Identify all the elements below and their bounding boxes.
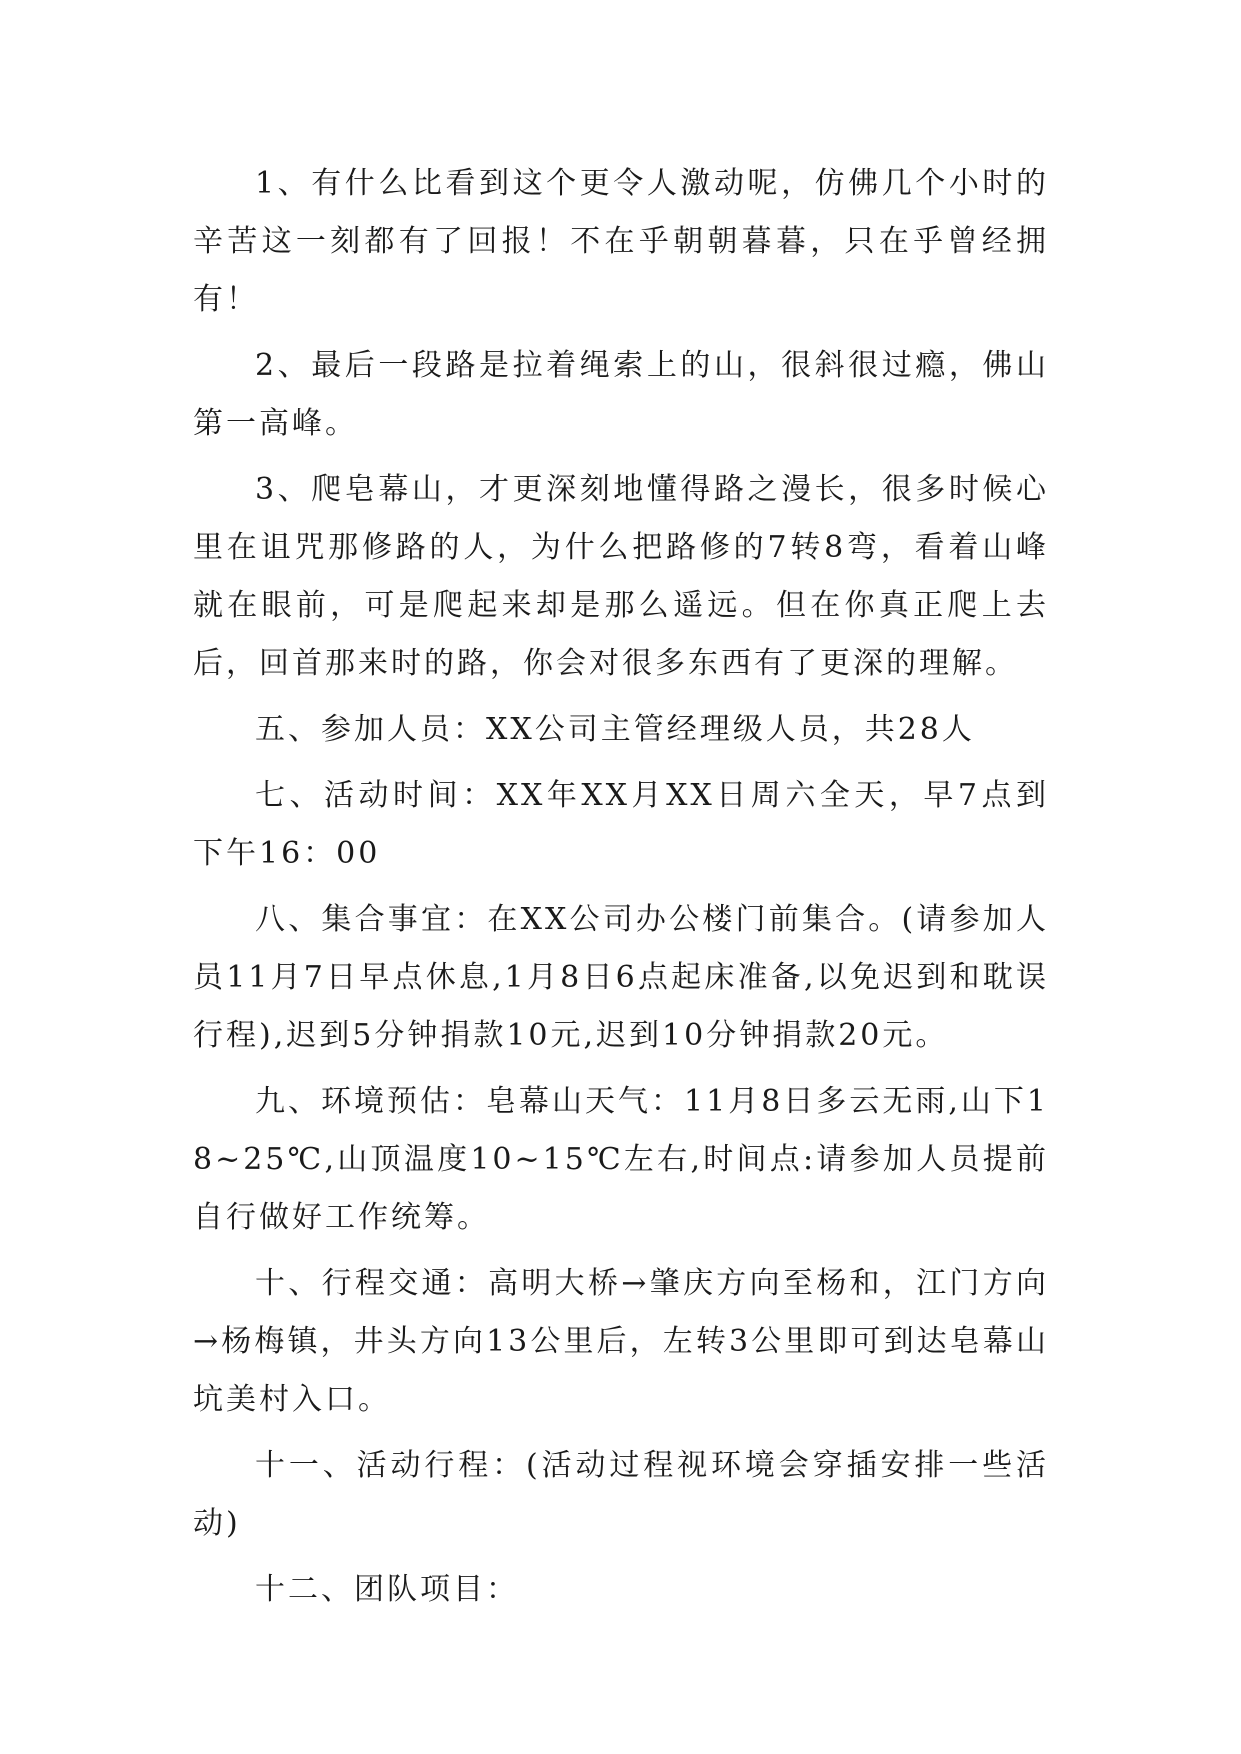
document-body (193, 155, 1049, 1627)
paragraph-schedule: 十一、活动行程：(活动过程视环境会穿插安排一些活动) (193, 1448, 1049, 1541)
paragraph-participants: 五、参加人员：XX公司主管经理级人员，共28人 (255, 712, 975, 747)
paragraph-1: 1、有什么比看到这个更令人激动呢，仿佛几个小时的辛苦这一刻都有了回报！不在乎朝朝暮暮，只在乎曾经拥有！ (193, 166, 1049, 317)
paragraph-environment: 九、环境预估：皂幕山天气：11月8日多云无雨,山下18~25℃,山顶温度10~15℃左右,时间点:请参加人员提前自行做好工作统筹。 (193, 1084, 1049, 1235)
paragraph-assembly: 八、集合事宜：在XX公司办公楼门前集合。(请参加人员11月7日早点休息,1月8日6点起床准备,以免迟到和耽误行程),迟到5分钟捐款10元,迟到10分钟捐款20元。 (193, 902, 1049, 1053)
paragraph-transport: 十、行程交通：高明大桥→肇庆方向至杨和，江门方向→杨梅镇，井头方向13公里后，左转3公里即可到达皂幕山坑美村入口。 (193, 1266, 1049, 1417)
paragraph-3: 3、爬皂幕山，才更深刻地懂得路之漫长，很多时候心里在诅咒那修路的人，为什么把路修的7转8弯，看着山峰就在眼前，可是爬起来却是那么遥远。但在你真正爬上去后，回首那来时的路，你会对很多东西有了更深的理解。 (193, 472, 1049, 681)
paragraph-2: 2、最后一段路是拉着绳索上的山，很斜很过瘾，佛山第一高峰。 (193, 348, 1049, 441)
paragraph-activity-time: 七、活动时间：XX年XX月XX日周六全天，早7点到下午16：00 (193, 778, 1049, 871)
paragraph-team-projects: 十二、团队项目： (255, 1572, 519, 1607)
